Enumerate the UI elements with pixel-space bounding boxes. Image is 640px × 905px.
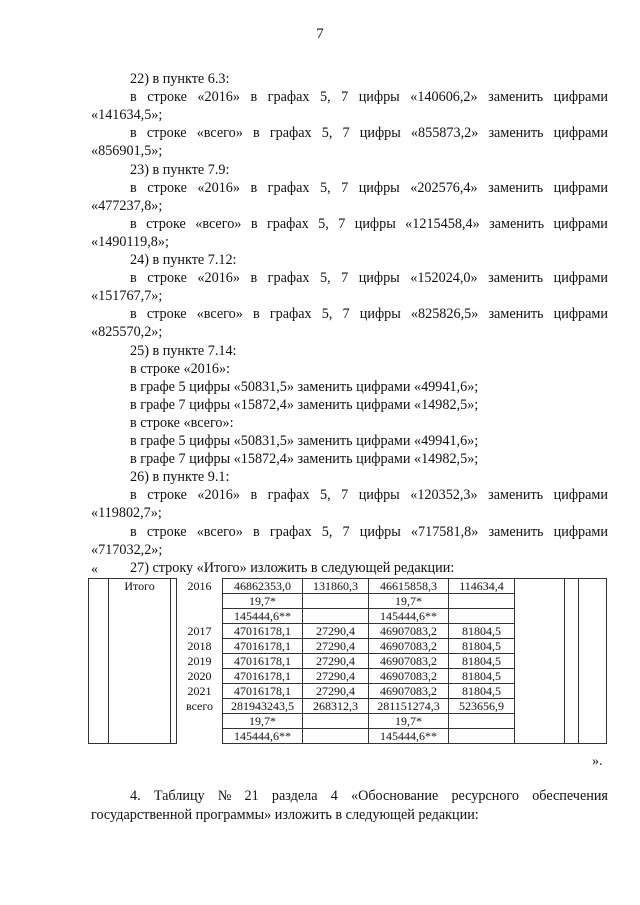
word: в xyxy=(130,523,137,540)
word: «всего» xyxy=(196,523,243,540)
word: «855873,2» xyxy=(410,125,479,142)
table-cell: 81804,5 xyxy=(449,654,515,669)
word: в xyxy=(250,179,258,196)
table-cell xyxy=(449,594,515,609)
table-cell xyxy=(303,594,369,609)
word: 4 xyxy=(330,788,338,804)
table-cell: 19,7* xyxy=(223,714,303,729)
table-cell: 2020 xyxy=(177,669,223,684)
table-cell: 46907083,2 xyxy=(369,654,449,669)
word: «2016» xyxy=(197,179,240,196)
word: «2016» xyxy=(197,270,240,287)
text-line: в строке «2016»: xyxy=(130,360,230,377)
text-line xyxy=(0,305,640,323)
page-number: 7 xyxy=(316,26,324,42)
word: 7 xyxy=(341,179,349,196)
text-line: в строке «всего»: xyxy=(130,414,234,431)
table-cell xyxy=(177,729,223,744)
word: цифры xyxy=(359,306,401,323)
word: раздела xyxy=(271,788,318,804)
word: заменить xyxy=(488,306,544,323)
section-4-line-1 xyxy=(91,787,608,806)
word: 7 xyxy=(342,523,350,540)
text-line xyxy=(0,124,640,142)
text-line: «477237,8»; xyxy=(91,197,163,214)
word: строке xyxy=(146,215,186,232)
table-cell: 145444,6** xyxy=(223,729,303,744)
word: цифры xyxy=(354,215,396,232)
text-line: в графе 5 цифры «50831,5» заменить цифрами «49941,6»; xyxy=(130,378,479,395)
table-cell xyxy=(303,714,369,729)
word: строке xyxy=(147,270,187,287)
table-cell: 47016178,1 xyxy=(223,639,303,654)
section-4-paragraph xyxy=(91,787,608,825)
word: строке xyxy=(146,306,187,323)
word: в xyxy=(130,125,137,142)
table-cell: 2018 xyxy=(177,639,223,654)
word: 7 xyxy=(342,306,350,323)
table-cell: 2019 xyxy=(177,654,223,669)
word: 21 xyxy=(244,788,259,804)
word: «2016» xyxy=(197,487,240,504)
itogo-table xyxy=(88,578,606,749)
word: цифры xyxy=(358,270,400,287)
text-line: «119802,7»; xyxy=(91,505,162,522)
word: в xyxy=(252,523,260,540)
table-cell: 46615858,3 xyxy=(369,579,449,594)
text-line xyxy=(0,179,640,197)
table-cell: 19,7* xyxy=(369,714,449,729)
table-cell: 281151274,3 xyxy=(369,699,449,714)
text-line: в графе 7 цифры «15872,4» заменить цифрами «14982,5»; xyxy=(130,396,479,413)
word: 5, xyxy=(319,487,331,504)
table-cell: 27290,4 xyxy=(303,684,369,699)
word: графах xyxy=(267,89,310,106)
table-cell: 145444,6** xyxy=(369,609,449,624)
word: цифры xyxy=(358,89,400,106)
table-cell: 131860,3 xyxy=(303,579,369,594)
word: цифры xyxy=(358,179,400,196)
text-line: 22) в пункте 6.3: xyxy=(130,71,230,87)
text-line: «141634,5»; xyxy=(91,107,163,124)
text-line: 26) в пункте 9.1: xyxy=(130,469,230,486)
table-cell: 81804,5 xyxy=(449,684,515,699)
quote-close: ». xyxy=(592,754,603,769)
word: «всего» xyxy=(195,215,242,232)
table-cell: 46862353,0 xyxy=(223,579,303,594)
word: заменить xyxy=(488,179,544,196)
text-line: в графе 7 цифры «15872,4» заменить цифрами «14982,5»; xyxy=(130,451,479,468)
table-cell: 47016178,1 xyxy=(223,684,303,699)
table-cell: 47016178,1 xyxy=(223,654,303,669)
word: графах xyxy=(269,306,312,323)
table-cell: 46907083,2 xyxy=(369,684,449,699)
word: № xyxy=(217,788,232,804)
word: графах xyxy=(267,487,310,504)
table-cell: 81804,5 xyxy=(449,624,515,639)
table-cell xyxy=(89,579,109,744)
word: в xyxy=(252,306,260,323)
word: заменить xyxy=(489,215,545,232)
table-cell: Итого xyxy=(109,579,171,744)
text-line xyxy=(0,88,640,106)
table-cell: 2021 xyxy=(177,684,223,699)
quote-open: « xyxy=(91,562,98,577)
table-cell: 47016178,1 xyxy=(223,669,303,684)
word: «825826,5» xyxy=(410,306,479,323)
table-row xyxy=(89,579,607,594)
word: 7 xyxy=(342,125,350,142)
table-cell: 145444,6** xyxy=(369,729,449,744)
word: 4. xyxy=(130,788,141,804)
table-cell: 268312,3 xyxy=(303,699,369,714)
word: цифрами xyxy=(553,306,608,323)
table-cell: 114634,4 xyxy=(449,579,515,594)
word: «140606,2» xyxy=(410,89,478,106)
word: цифрами xyxy=(553,215,608,232)
word: в xyxy=(250,270,258,287)
word: цифры xyxy=(359,125,401,142)
table-cell: 145444,6** xyxy=(223,609,303,624)
word: 5, xyxy=(319,179,331,196)
word: «всего» xyxy=(196,125,243,142)
text-line: «1490119,8»; xyxy=(91,233,169,250)
table-cell: 27290,4 xyxy=(303,669,369,684)
word: цифрами xyxy=(553,270,608,287)
table-cell: 2016 xyxy=(177,579,223,594)
word: 5, xyxy=(318,215,329,232)
table-cell xyxy=(303,729,369,744)
word: заменить xyxy=(488,89,544,106)
table-cell xyxy=(177,594,223,609)
table-cell: 46907083,2 xyxy=(369,669,449,684)
word: «120352,3» xyxy=(410,487,478,504)
word: графах xyxy=(267,270,310,287)
word: графах xyxy=(269,125,312,142)
table-cell: 2017 xyxy=(177,624,223,639)
text-line: «717032,2»; xyxy=(91,541,163,558)
word: графах xyxy=(267,179,310,196)
text-line: в графе 5 цифры «50831,5» заменить цифрами «49941,6»; xyxy=(130,433,479,449)
table-cell: 27290,4 xyxy=(303,639,369,654)
word: строке xyxy=(147,179,187,196)
text-line: 24) в пункте 7.12: xyxy=(130,252,237,268)
word: заменить xyxy=(488,270,544,287)
table-cell: 19,7* xyxy=(223,594,303,609)
word: «717581,8» xyxy=(410,523,479,540)
table-cell: всего xyxy=(177,699,223,714)
word: графах xyxy=(269,523,312,540)
table-cell xyxy=(565,579,579,744)
word: строке xyxy=(146,523,187,540)
word: ресурсного xyxy=(451,788,520,804)
text-line: 27) строку «Итого» изложить в следующей редакции: xyxy=(130,559,455,576)
word: 5, xyxy=(319,89,331,106)
word: Таблицу xyxy=(153,788,205,804)
table-cell: 81804,5 xyxy=(449,669,515,684)
text-line: «856901,5»; xyxy=(91,143,163,160)
table-cell xyxy=(177,714,223,729)
word: цифрами xyxy=(553,523,608,540)
word: в xyxy=(130,270,137,287)
word: строке xyxy=(147,487,187,504)
table-cell: 523656,9 xyxy=(449,699,515,714)
table-cell: 46907083,2 xyxy=(369,639,449,654)
word: строке xyxy=(147,89,187,106)
table-cell: 27290,4 xyxy=(303,654,369,669)
word: 5, xyxy=(321,125,333,142)
word: цифры xyxy=(358,487,400,504)
table-cell xyxy=(579,579,607,744)
table-cell xyxy=(177,609,223,624)
word: «Обоснование xyxy=(350,788,439,804)
word: цифрами xyxy=(553,125,608,142)
table-cell xyxy=(449,714,515,729)
word: «152024,0» xyxy=(410,270,478,287)
word: 7 xyxy=(341,89,349,106)
word: в xyxy=(130,179,137,196)
table-cell: 27290,4 xyxy=(303,624,369,639)
word: в xyxy=(130,89,137,106)
word: цифрами xyxy=(553,179,608,196)
table-cell: 281943243,5 xyxy=(223,699,303,714)
text-line xyxy=(0,486,640,504)
word: в xyxy=(250,89,258,106)
word: строке xyxy=(146,125,187,142)
word: цифрами xyxy=(553,487,608,504)
word: цифрами xyxy=(553,89,608,106)
table-cell: 81804,5 xyxy=(449,639,515,654)
word: 7 xyxy=(341,487,349,504)
word: «всего» xyxy=(196,306,243,323)
word: в xyxy=(250,487,258,504)
text-line xyxy=(0,269,640,287)
word: 5, xyxy=(321,523,333,540)
word: в xyxy=(130,487,137,504)
text-line: 23) в пункте 7.9: xyxy=(130,161,230,178)
table-cell xyxy=(449,729,515,744)
word: цифры xyxy=(359,523,401,540)
word: в xyxy=(130,306,137,323)
word: 5, xyxy=(321,306,333,323)
word: 7 xyxy=(338,215,346,232)
table-cell: 46907083,2 xyxy=(369,624,449,639)
text-line: «825570,2»; xyxy=(91,324,163,341)
word: в xyxy=(130,215,137,232)
word: 5, xyxy=(319,270,331,287)
word: 7 xyxy=(341,270,349,287)
table-cell xyxy=(303,609,369,624)
text-line: «151767,7»; xyxy=(91,288,163,305)
word: в xyxy=(252,125,260,142)
section-4-line-2: государственной программы» изложить в следующей редакции: xyxy=(91,807,479,823)
word: в xyxy=(250,215,258,232)
text-line: 25) в пункте 7.14: xyxy=(130,342,237,359)
word: графах xyxy=(266,215,309,232)
word: «202576,4» xyxy=(410,179,478,196)
table-cell: 47016178,1 xyxy=(223,624,303,639)
text-line xyxy=(0,215,640,233)
word: «1215458,4» xyxy=(405,215,480,232)
word: обеспечения xyxy=(532,788,608,804)
table-cell: 19,7* xyxy=(369,594,449,609)
table-cell xyxy=(449,609,515,624)
table-cell xyxy=(515,579,565,744)
text-line xyxy=(0,523,640,541)
word: заменить xyxy=(488,487,544,504)
word: заменить xyxy=(488,523,544,540)
word: «2016» xyxy=(197,89,240,106)
word: заменить xyxy=(488,125,544,142)
